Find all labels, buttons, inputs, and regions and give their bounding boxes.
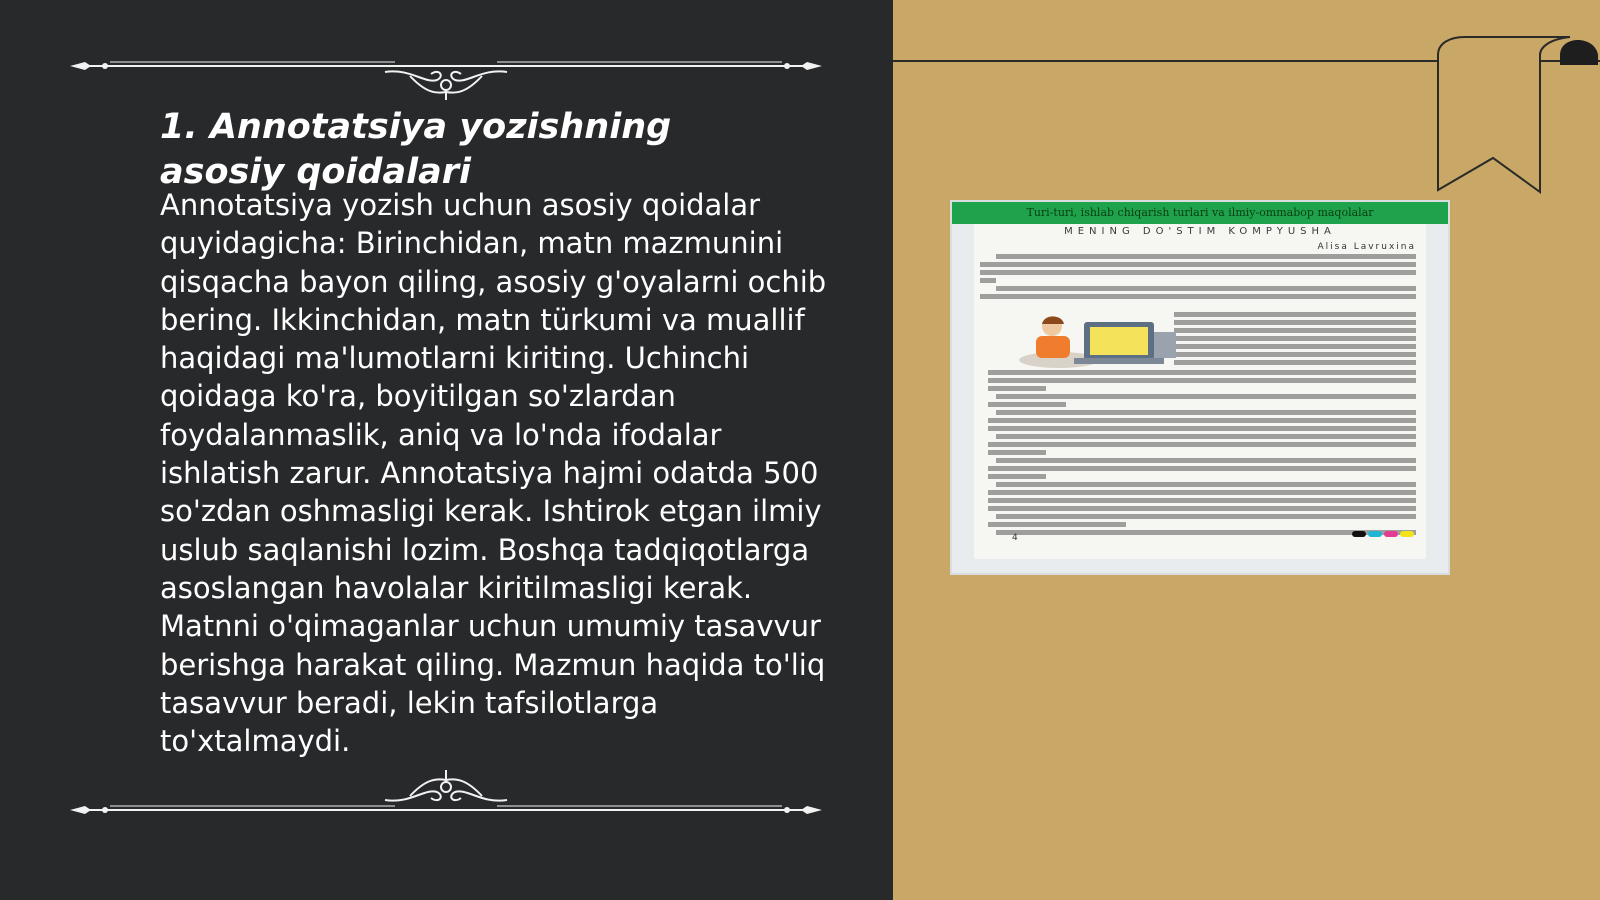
black-dot-icon <box>1352 531 1366 537</box>
book-text-line <box>996 514 1416 519</box>
book-text-line <box>988 370 1416 375</box>
book-author: Alisa Lavruxina <box>1317 242 1416 252</box>
computer-boy-illustration-icon <box>1014 312 1189 370</box>
book-text-line <box>988 378 1416 383</box>
book-text-line <box>988 474 1046 479</box>
book-text-line <box>980 262 1416 267</box>
book-text-line <box>1174 320 1416 325</box>
book-text-line <box>996 254 1416 259</box>
book-text-line <box>988 466 1416 471</box>
book-text-line <box>1174 352 1416 357</box>
book-text-line <box>996 394 1416 399</box>
book-page-title: MENING DO'STIM KOMPYUSHA <box>1064 226 1336 237</box>
book-text-line <box>980 278 996 283</box>
book-page-image <box>950 200 1450 575</box>
book-text-line <box>1174 312 1416 317</box>
book-text-line <box>1174 336 1416 341</box>
bookmark-ribbon-icon <box>1430 35 1600 210</box>
book-text-line <box>988 386 1046 391</box>
book-page-number: 4 <box>1012 533 1018 543</box>
book-color-dots <box>1350 522 1414 541</box>
book-text-line <box>996 482 1416 487</box>
book-text-line <box>996 410 1416 415</box>
ornament-divider-top-icon <box>65 40 827 100</box>
cyan-dot-icon <box>1368 531 1382 537</box>
book-text-line <box>988 442 1416 447</box>
book-text-line <box>1174 360 1416 365</box>
yellow-dot-icon <box>1400 531 1414 537</box>
book-text-line <box>988 418 1416 423</box>
book-page <box>974 224 1426 559</box>
book-text-line <box>1174 328 1416 333</box>
slide-title: 1. Annotatsiya yozishning asosiy qoidalari <box>160 107 672 192</box>
book-text-line <box>996 458 1416 463</box>
book-text-line <box>988 450 1046 455</box>
book-text-line <box>988 402 1066 407</box>
book-text-line <box>996 286 1416 291</box>
slide-body-text: Annotatsiya yozish uchun asosiy qoidalar quyidagicha: Birinchidan, matn mazmunini qisqacha bayon qiling, asosiy g'oyalarni ochib bering. Ikkinchidan, matn türkumi va muallif haqidagi ma'lumotlarni kiriting. Uchinchi qoidaga ko'ra, boyitilgan so'zlardan foydalanmaslik, aniq va lo'nda ifodalar ishlatish zarur. Annotatsiya hajmi odatda 500 so'zdan oshmasligi kerak. Ishtirok etgan ilmiy uslub saqlanishi lozim. Boshqa tadqiqotlarga asoslangan havolalar kiritilmasligi kerak. Matnni o'qimaganlar uchun umumiy tasavvur berishga harakat qiling. Mazmun haqida to'liq tasavvur beradi, lekin tafsilotlarga to'xtalmaydi. <box>160 188 827 759</box>
book-text-line <box>988 522 1126 527</box>
book-text-line <box>988 498 1416 503</box>
book-text-line <box>980 294 1416 299</box>
book-text-line <box>988 490 1416 495</box>
magenta-dot-icon <box>1384 531 1398 537</box>
book-text-line <box>996 434 1416 439</box>
book-text-line <box>988 506 1416 511</box>
book-text-line <box>988 426 1416 431</box>
book-text-line <box>1174 344 1416 349</box>
book-text-line <box>980 270 1416 275</box>
ornament-divider-bottom-icon <box>65 770 827 830</box>
book-page-header: Turi-turi, ishlab chiqarish turlari va ilmiy-ommabop maqolalar <box>952 202 1448 224</box>
